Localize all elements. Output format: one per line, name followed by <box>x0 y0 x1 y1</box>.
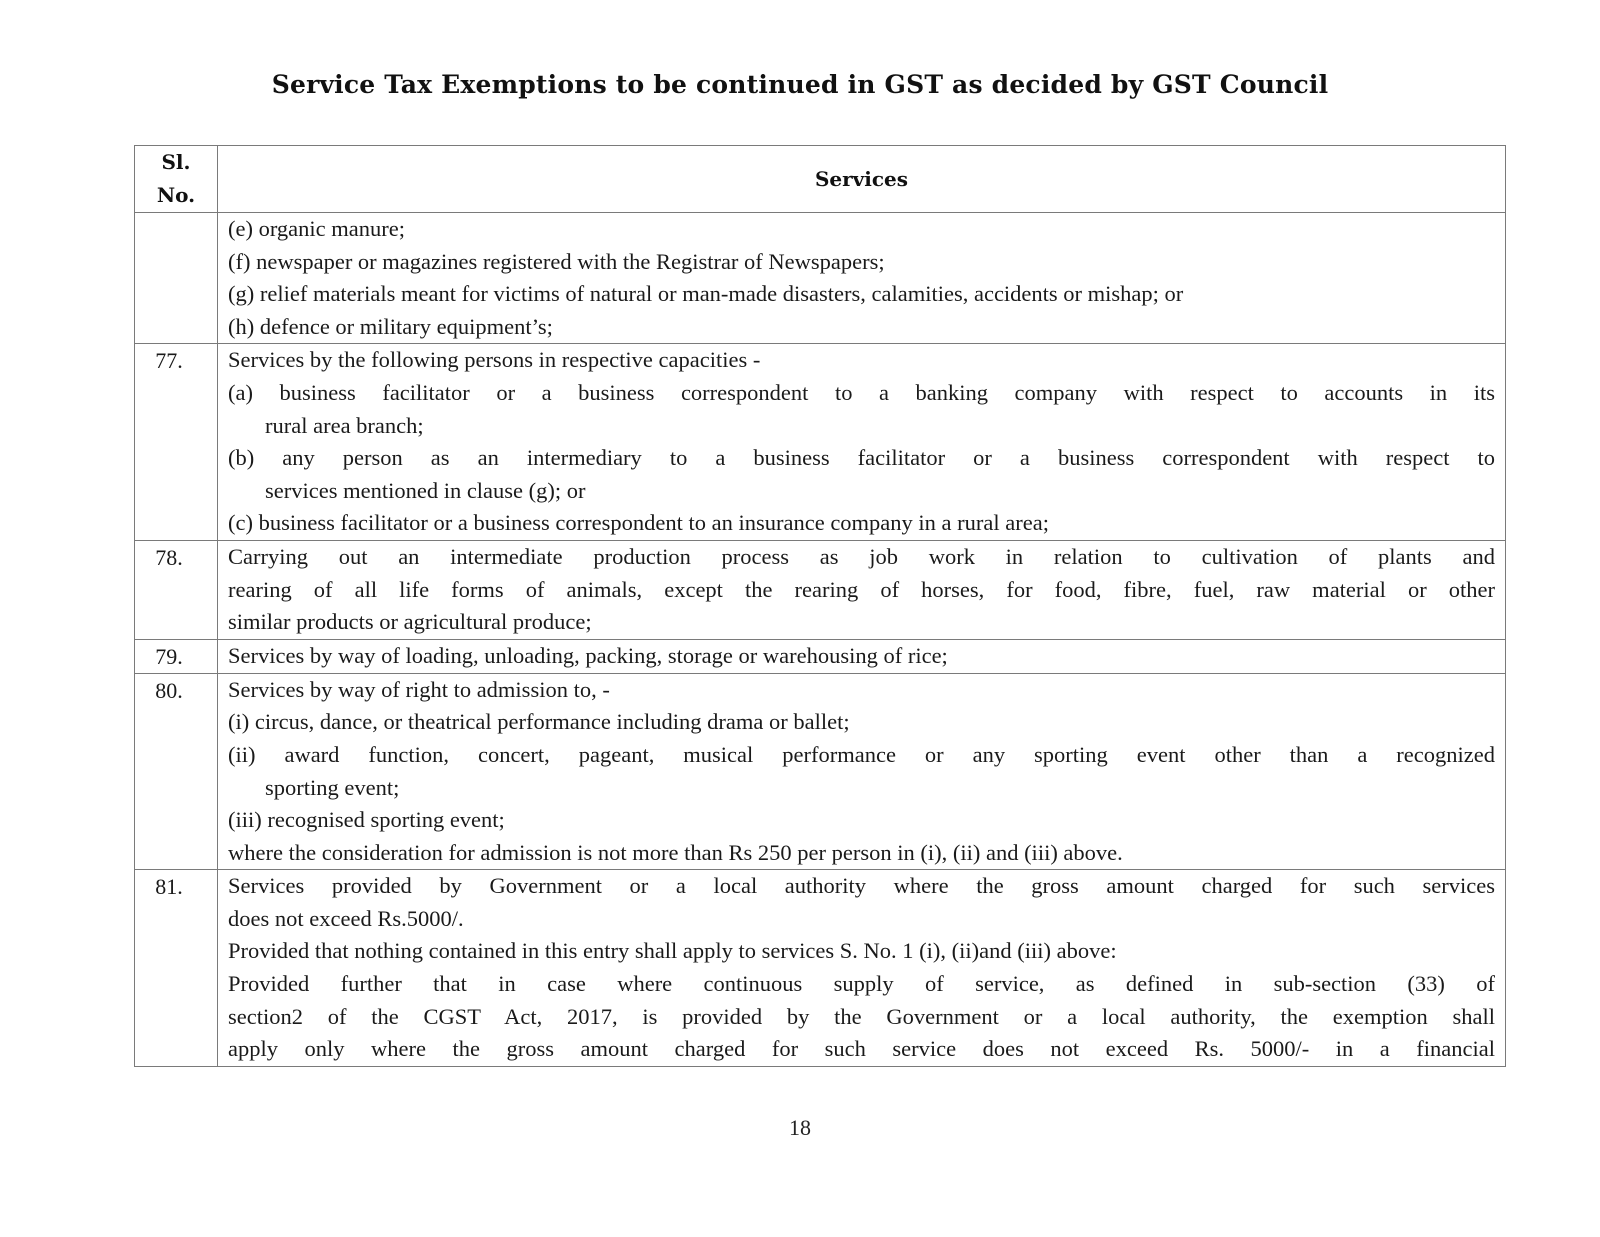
sl-no-cell <box>135 213 218 344</box>
service-text-line: Services by the following persons in respective capacities - <box>228 347 761 373</box>
service-text-line: (ii) award function, concert, pageant, musical performance or any sporting event other than a recognized <box>228 741 1495 767</box>
table-row <box>135 639 1506 673</box>
service-text-line: Provided further that in case where continuous supply of service, as defined in sub-section (33) of <box>228 971 1495 997</box>
services-cell <box>218 213 1506 344</box>
sl-no-cell <box>135 870 218 1067</box>
service-text-line: where the consideration for admission is not more than Rs 250 per person in (i), (ii) and (iii) above. <box>228 839 1123 865</box>
services-cell <box>218 344 1506 541</box>
service-text-line: section2 of the CGST Act, 2017, is provided by the Government or a local authority, the exemption shall <box>228 1003 1495 1029</box>
service-text-line: Services provided by Government or a local authority where the gross amount charged for such services <box>228 873 1495 899</box>
table-row <box>135 344 1506 541</box>
sl-no-value: 77. <box>155 348 183 374</box>
table-row <box>135 540 1506 639</box>
column-header-sl-no <box>135 146 218 213</box>
table-body <box>135 213 1506 1067</box>
sl-no-value: 78. <box>155 544 183 570</box>
sl-no-value: 81. <box>155 874 183 900</box>
sl-header-line-2: No. <box>156 183 196 207</box>
service-text-line: (i) circus, dance, or theatrical performance including drama or ballet; <box>228 709 850 735</box>
services-table <box>134 145 1506 1067</box>
service-text-line: rural area branch; <box>265 412 424 438</box>
table-row <box>135 213 1506 344</box>
services-cell <box>218 540 1506 639</box>
service-text-line: similar products or agricultural produce; <box>228 609 592 635</box>
service-text-line: (e) organic manure; <box>228 216 406 241</box>
table-row <box>135 673 1506 870</box>
services-cell <box>218 673 1506 870</box>
service-text-line: rearing of all life forms of animals, except the rearing of horses, for food, fibre, fuel, raw material or other <box>228 576 1495 602</box>
sl-no-cell <box>135 540 218 639</box>
sl-no-cell <box>135 639 218 673</box>
service-text-line: (g) relief materials meant for victims of natural or man-made disasters, calamities, accidents or mishap; or <box>228 281 1184 307</box>
sl-header-line-1: Sl. <box>161 150 191 174</box>
service-text-line: Services by way of right to admission to, - <box>228 676 610 702</box>
table-row <box>135 870 1506 1067</box>
service-text-line: (h) defence or military equipment’s; <box>228 313 553 339</box>
service-text-line: services mentioned in clause (g); or <box>265 477 586 503</box>
sl-no-value: 79. <box>155 643 183 669</box>
service-text-line: Services by way of loading, unloading, packing, storage or warehousing of rice; <box>228 642 948 668</box>
service-text-line: (a) business facilitator or a business correspondent to a banking company with respect to accounts in its <box>228 379 1495 405</box>
sl-no-value: 80. <box>155 677 183 703</box>
column-header-services: Services <box>218 146 1506 213</box>
service-text-line: does not exceed Rs.5000/. <box>228 905 464 931</box>
service-text-line: apply only where the gross amount charged for such service does not exceed Rs. 5000/- in a financial <box>228 1036 1495 1062</box>
services-cell <box>218 639 1506 673</box>
service-text-line: (f) newspaper or magazines registered with the Registrar of Newspapers; <box>228 248 885 274</box>
service-text-line: (c) business facilitator or a business correspondent to an insurance company in a rural area; <box>228 510 1049 536</box>
service-text-line: (iii) recognised sporting event; <box>228 807 505 833</box>
service-text-line: sporting event; <box>265 774 400 800</box>
service-text-line: Carrying out an intermediate production process as job work in relation to cultivation of plants and <box>228 543 1495 569</box>
sl-no-cell <box>135 344 218 541</box>
sl-no-cell <box>135 673 218 870</box>
page-number: 18 <box>789 1115 811 1140</box>
table-header-row <box>135 146 1506 213</box>
services-cell <box>218 870 1506 1067</box>
service-text-line: (b) any person as an intermediary to a business facilitator or a business correspondent with respect to <box>228 445 1495 471</box>
service-text-line: Provided that nothing contained in this entry shall apply to services S. No. 1 (i), (ii)and (iii) above: <box>228 938 1117 964</box>
page-title: Service Tax Exemptions to be continued in GST as decided by GST Council <box>271 70 1329 99</box>
